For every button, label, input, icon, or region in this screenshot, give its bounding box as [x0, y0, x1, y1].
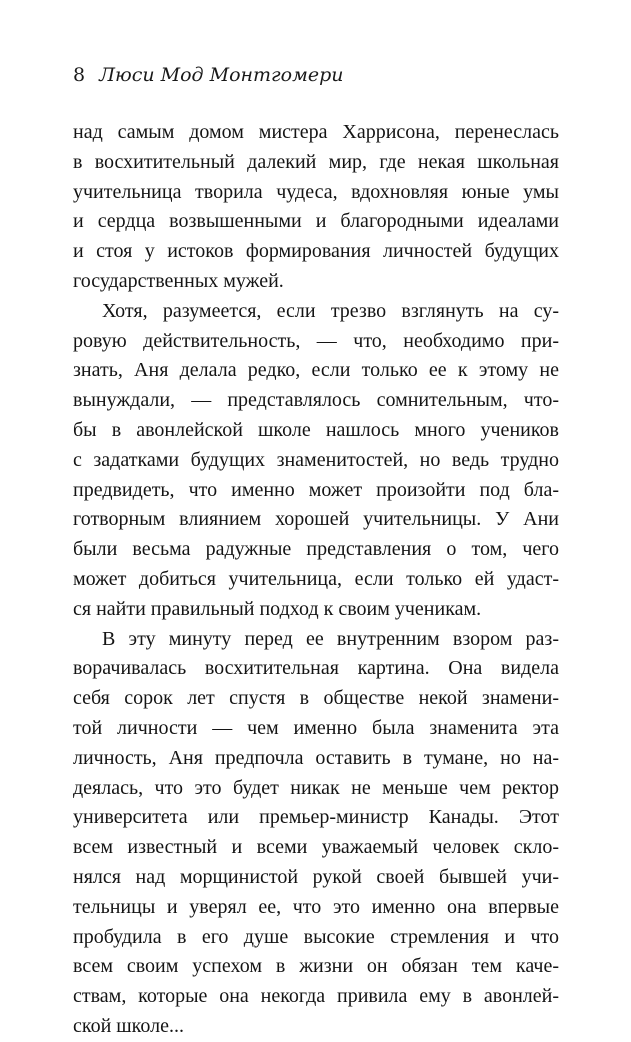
text-line: может добиться учительница, если только ей удаст- — [73, 567, 559, 590]
paragraph-1 — [73, 118, 559, 297]
text-line: вынуждали, — представлялось сомнительным, что- — [73, 389, 559, 412]
text-line: университета или премьер-министр Канады. Этот — [73, 806, 559, 829]
paragraph-3 — [73, 625, 559, 1042]
text-line: с задатками будущих знаменитостей, но ведь трудно — [73, 448, 559, 471]
text-line: нялся над морщинистой рукой своей бывшей учи- — [73, 865, 559, 888]
paragraph-2 — [73, 297, 559, 625]
text-line: всем известный и всеми уважаемый человек скло- — [73, 836, 559, 859]
text-line: бы в авонлейской школе нашлось много учеников — [73, 418, 559, 441]
text-line: ской школе... — [73, 1014, 184, 1037]
text-line: учительница творила чудеса, вдохновляя юные умы — [73, 180, 559, 203]
text-line: и сердца возвышенными и благородными идеалами — [73, 210, 559, 233]
text-line: пробудила в его душе высокие стремления и что — [73, 925, 559, 948]
text-line: деялась, что это будет никак не меньше чем ректор — [73, 776, 559, 799]
text-line: личность, Аня предпочла оставить в тумане, но на- — [73, 746, 559, 769]
running-head-author: Люси Мод Монтгомери — [99, 64, 344, 86]
text-line: предвидеть, что именно может произойти под бла- — [73, 478, 559, 501]
text-line: ровую действительность, — что, необходимо при- — [73, 329, 559, 352]
running-head — [73, 64, 343, 86]
text-line: готворным влиянием хорошей учительницы. У Ани — [73, 508, 559, 531]
text-line: себя сорок лет спустя в обществе некой знамени- — [73, 687, 559, 710]
text-line: той личности — чем именно была знаменита эта — [73, 716, 559, 739]
page-number: 8 — [73, 64, 86, 86]
text-line: ствам, которые она некогда привила ему в авонлей- — [73, 985, 559, 1008]
text-line: в восхитительный далекий мир, где некая школьная — [73, 150, 559, 173]
text-line: и стоя у истоков формирования личностей будущих — [73, 240, 559, 263]
text-line: тельницы и уверял ее, что это именно она впервые — [73, 895, 559, 918]
text-line: Хотя, разумеется, если трезво взглянуть на су- — [102, 299, 559, 322]
text-line: В эту минуту перед ее внутренним взором раз- — [102, 627, 559, 650]
text-line: ворачивалась восхитительная картина. Она видела — [73, 657, 559, 680]
text-line: всем своим успехом в жизни он обязан тем каче- — [73, 955, 559, 978]
text-line: государственных мужей. — [73, 269, 284, 292]
body-text — [73, 118, 559, 1042]
text-line: были весьма радужные представления о том, чего — [73, 538, 559, 561]
text-line: над самым домом мистера Харрисона, перенеслась — [73, 121, 559, 143]
text-line: ся найти правильный подход к своим ученикам. — [73, 597, 482, 620]
text-line: знать, Аня делала редко, если только ее к этому не — [73, 359, 559, 382]
